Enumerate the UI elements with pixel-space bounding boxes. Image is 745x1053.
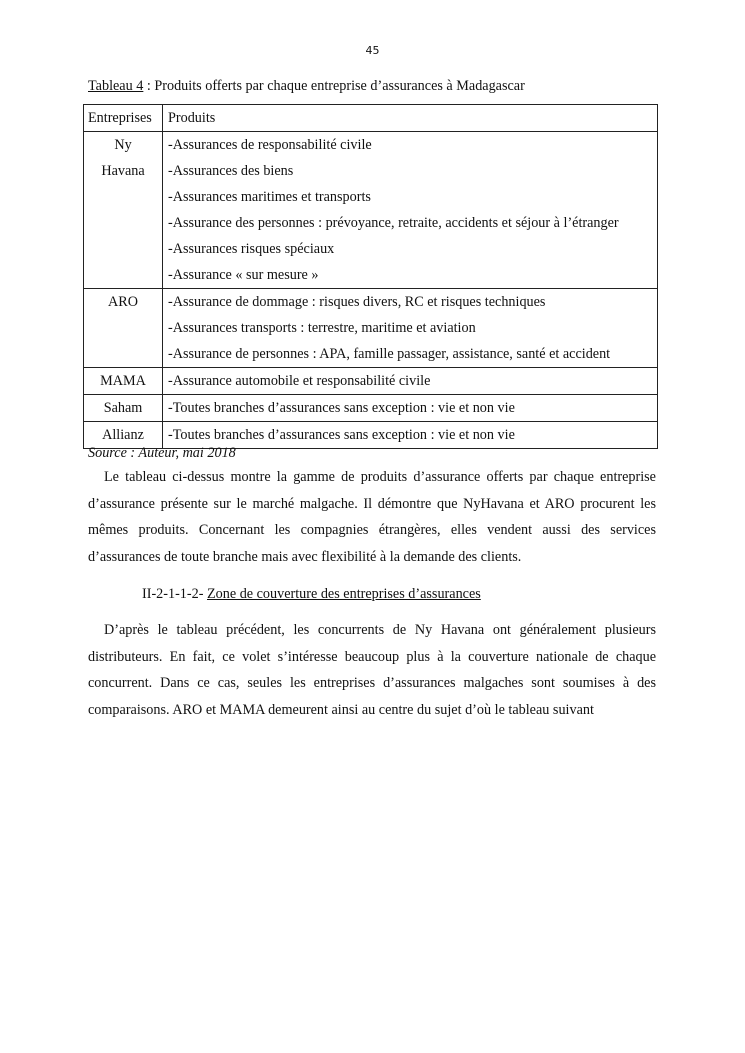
paragraph: D’après le tableau précédent, les concurrents de Ny Havana ont généralement plusieurs distributeurs. En fait, ce volet s’intéresse beaucoup plus à la couverture nationale de chaque concurrent. Dans ce cas, seules les entreprises d’assurances malgaches sont soumises à des comparaisons. ARO et MAMA demeurent ainsi au centre du sujet d’où le tableau suivant bbox=[88, 622, 656, 718]
company-name: ARO bbox=[108, 294, 138, 310]
header-cell: Produits bbox=[163, 105, 658, 132]
company-name: Ny Havana bbox=[101, 137, 145, 179]
table-row bbox=[84, 368, 658, 395]
product-item: -Assurance de personnes : APA, famille passager, assistance, santé et accident bbox=[168, 346, 611, 362]
table-row bbox=[84, 395, 658, 422]
product-item: -Assurances de responsabilité civile bbox=[168, 137, 372, 153]
table-row bbox=[84, 289, 658, 368]
products-table bbox=[83, 104, 658, 449]
table-header-row bbox=[84, 105, 658, 132]
product-item: -Assurance des personnes : prévoyance, retraite, accidents et séjour à l’étranger bbox=[168, 215, 619, 231]
company-name: Saham bbox=[103, 400, 143, 416]
products-cell bbox=[163, 368, 658, 395]
product-item: -Toutes branches d’assurances sans exception : vie et non vie bbox=[168, 427, 515, 443]
products-cell bbox=[163, 395, 658, 422]
company-cell bbox=[84, 368, 163, 395]
product-item: -Assurances des biens bbox=[168, 163, 294, 179]
product-item: -Assurances risques spéciaux bbox=[168, 241, 335, 257]
products-cell bbox=[163, 132, 658, 289]
caption-label: Tableau 4 bbox=[88, 78, 144, 94]
products-cell bbox=[163, 289, 658, 368]
product-item: -Assurance de dommage : risques divers, RC et risques techniques bbox=[168, 294, 546, 310]
section-title: Zone de couverture des entreprises d’assurances bbox=[207, 586, 481, 602]
company-cell bbox=[84, 395, 163, 422]
caption-text: : Produits offerts par chaque entreprise d’assurances à Madagascar bbox=[143, 78, 525, 94]
company-cell bbox=[84, 289, 163, 368]
product-item: -Toutes branches d’assurances sans exception : vie et non vie bbox=[168, 400, 515, 416]
company-name: Allianz bbox=[102, 427, 144, 443]
product-item: -Assurances maritimes et transports bbox=[168, 189, 371, 205]
header-cell: Entreprises bbox=[84, 105, 163, 132]
products-cell bbox=[163, 422, 658, 449]
product-item: -Assurance « sur mesure » bbox=[168, 267, 319, 283]
table-source: Source : Auteur, mai 2018 bbox=[88, 445, 236, 461]
paragraph: Le tableau ci-dessus montre la gamme de produits d’assurance offerts par chaque entreprise d’assurance présente sur le marché malgache. Il démontre que NyHavana et ARO procurent les mêmes produits. Concernant les compagnies étrangères, elles vendent aussi des services d’assurances de toute branche mais avec flexibilité à la demande des clients. bbox=[88, 469, 656, 565]
product-item: -Assurances transports : terrestre, maritime et aviation bbox=[168, 320, 476, 336]
company-cell bbox=[84, 132, 163, 289]
table-caption bbox=[88, 78, 525, 95]
table-row bbox=[84, 132, 658, 289]
page-number: 45 bbox=[365, 44, 380, 57]
section-heading bbox=[142, 586, 481, 603]
company-name: MAMA bbox=[100, 373, 146, 389]
product-item: -Assurance automobile et responsabilité civile bbox=[168, 373, 431, 389]
section-number: II-2-1-1-2- bbox=[142, 586, 207, 602]
